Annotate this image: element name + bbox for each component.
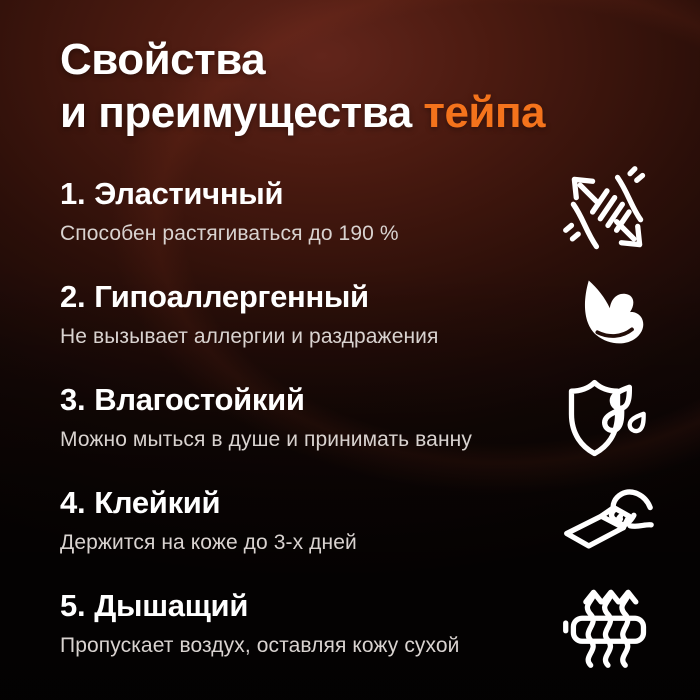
list-item-text [60, 382, 558, 453]
list-item [0, 574, 700, 674]
page-title-line2: и преимущества [60, 87, 424, 137]
feature-name: Гипоаллергенный [94, 279, 369, 315]
list-item-text [60, 279, 558, 350]
feature-name: Дышащий [94, 588, 249, 624]
list-item [0, 368, 700, 468]
feature-number: 1. [60, 176, 86, 212]
breathable-tape-icon [558, 575, 656, 673]
feature-name: Влагостойкий [94, 382, 305, 418]
header [0, 0, 700, 140]
shield-water-drops-icon [558, 369, 656, 467]
feature-description: Не вызывает аллергии и раздражения [60, 324, 439, 348]
list-item [0, 265, 700, 365]
feature-description: Способен растягиваться до 190 % [60, 221, 399, 245]
feature-title [60, 176, 558, 212]
feature-number: 3. [60, 382, 86, 418]
feature-title [60, 485, 558, 521]
feature-list [0, 162, 700, 674]
feature-number: 2. [60, 279, 86, 315]
stretch-arrows-icon [558, 163, 656, 261]
feature-description: Пропускает воздух, оставляя кожу сухой [60, 633, 460, 657]
feature-name: Эластичный [94, 176, 284, 212]
list-item [0, 471, 700, 571]
page-title [60, 34, 660, 140]
list-item [0, 162, 700, 262]
feature-number: 5. [60, 588, 86, 624]
feature-title [60, 279, 558, 315]
feature-name: Клейкий [94, 485, 221, 521]
hand-peeling-tape-icon [558, 472, 656, 570]
feature-description: Держится на коже до 3-х дней [60, 530, 357, 554]
feature-title [60, 588, 558, 624]
feather-icon [558, 266, 656, 364]
feature-title [60, 382, 558, 418]
list-item-text [60, 176, 558, 247]
page-title-accent-word: тейпа [423, 87, 546, 137]
page-title-line1: Свойства [60, 35, 266, 84]
feature-description: Можно мыться в душе и принимать ванну [60, 427, 472, 451]
feature-number: 4. [60, 485, 86, 521]
list-item-text [60, 588, 558, 659]
list-item-text [60, 485, 558, 556]
